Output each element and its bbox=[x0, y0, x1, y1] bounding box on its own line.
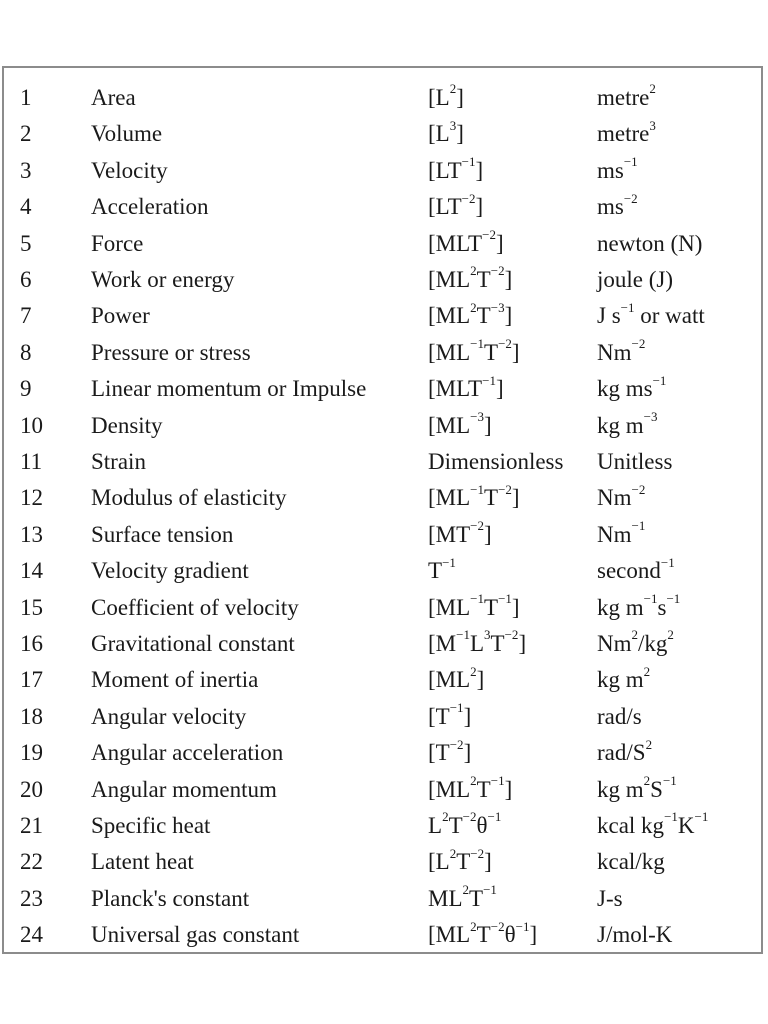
dimensional-formula: $[ML^{-1}T^{-2}]$ bbox=[428, 336, 520, 365]
table-row bbox=[4, 662, 761, 698]
row-number: 6 bbox=[20, 267, 32, 292]
si-unit: $Nm^{-1}$ bbox=[597, 518, 646, 547]
table-row bbox=[4, 444, 761, 480]
quantity-name: Volume bbox=[91, 121, 163, 147]
table-row bbox=[4, 772, 761, 808]
si-unit: kcal/kg bbox=[597, 849, 665, 875]
quantity-name: Surface tension bbox=[91, 521, 234, 547]
table-row bbox=[4, 626, 761, 662]
quantity-name: Moment of inertia bbox=[91, 667, 259, 693]
si-unit: $Nm^{-2}$ bbox=[597, 481, 646, 511]
dimensional-formula: $[ML^2T^{-1}]$ bbox=[428, 772, 513, 802]
dimensional-formula: $[M^{-1}L^3T^{-2}]$ bbox=[428, 627, 527, 656]
dimensional-formula: $[LT^{-1}]$ bbox=[428, 154, 484, 183]
row-number: 3 bbox=[20, 157, 32, 183]
quantity-name: Force bbox=[91, 230, 144, 256]
dimensional-formula: $[MLT^{-1}]$ bbox=[428, 372, 504, 402]
dimensional-formula: $[ML^{-1}T^{-2}]$ bbox=[428, 481, 520, 511]
row-number: 5 bbox=[20, 230, 32, 256]
quantity-name: Gravitational constant bbox=[91, 631, 295, 656]
row-number: 17 bbox=[20, 667, 43, 693]
quantity-name: Linear momentum or Impulse bbox=[91, 376, 367, 402]
si-unit: second$^{-1}$ bbox=[597, 554, 675, 584]
row-number: 14 bbox=[20, 558, 43, 584]
si-unit: J-s bbox=[597, 885, 623, 911]
row-number: 8 bbox=[20, 339, 32, 365]
table-row bbox=[4, 189, 761, 225]
quantity-name: Modulus of elasticity bbox=[91, 485, 287, 511]
quantity-name: Area bbox=[91, 85, 136, 110]
si-unit: rad/s bbox=[597, 703, 642, 729]
dimensional-formula: $[ML^2T^{-3}]$ bbox=[428, 299, 513, 329]
quantity-name: Pressure or stress bbox=[91, 339, 251, 365]
row-number: 12 bbox=[20, 485, 43, 511]
quantity-name: Latent heat bbox=[91, 849, 194, 875]
table-row bbox=[4, 844, 761, 880]
table-row bbox=[4, 808, 761, 844]
si-unit: metre$^3$ bbox=[597, 117, 656, 147]
table-row bbox=[4, 116, 761, 152]
quantity-name: Power bbox=[91, 303, 150, 329]
quantity-name: Specific heat bbox=[91, 813, 211, 838]
dimensional-formula: $[ML^2T^{-2}]$ bbox=[428, 263, 513, 292]
table-row bbox=[4, 408, 761, 444]
dimensional-formula: $L^2T^{-2}\theta^{-1}$ bbox=[428, 809, 502, 838]
row-number: 22 bbox=[20, 849, 43, 875]
row-number: 21 bbox=[20, 813, 43, 838]
row-number: 1 bbox=[20, 85, 32, 110]
si-unit: J $s^{-1}$ or watt bbox=[597, 299, 705, 329]
table-row bbox=[4, 480, 761, 516]
si-unit: $Nm^2/kg^2$ bbox=[597, 627, 674, 656]
quantity-name: Work or energy bbox=[91, 267, 235, 292]
dimensional-formula: $[T^{-1}]$ bbox=[428, 700, 472, 729]
si-unit: kg $m^2$ bbox=[597, 663, 651, 693]
si-unit: metre$^2$ bbox=[597, 81, 656, 110]
row-number: 15 bbox=[20, 594, 43, 620]
si-unit: newton (N) bbox=[597, 230, 703, 256]
dimensional-formula: $ML^2T^{-1}$ bbox=[428, 882, 497, 911]
dimensional-formula: $[ML^{-1}T^{-1}]$ bbox=[428, 590, 520, 620]
dimensional-formula: $[L^2T^{-2}]$ bbox=[428, 845, 492, 875]
quantity-name: Density bbox=[91, 412, 163, 438]
si-unit: rad/$S^2$ bbox=[597, 736, 653, 766]
table-row bbox=[4, 371, 761, 407]
dimensional-formula: $[MLT^{-2}]$ bbox=[428, 226, 504, 256]
table-row bbox=[4, 153, 761, 189]
si-unit: Unitless bbox=[597, 449, 673, 474]
dimensional-formula: $[LT^{-2}]$ bbox=[428, 190, 484, 220]
si-unit: $Nm^{-2}$ bbox=[597, 336, 646, 365]
quantities-table bbox=[2, 66, 763, 954]
table-row bbox=[4, 226, 761, 262]
dimensional-formula: $[L^3]$ bbox=[428, 117, 464, 147]
dimensional-formula: $[ML^2]$ bbox=[428, 663, 485, 693]
si-unit: kg $m^{-3}$ bbox=[597, 408, 658, 438]
table-row bbox=[4, 881, 761, 917]
table-row bbox=[4, 298, 761, 334]
dimensional-formula: $T^{-1}$ bbox=[428, 554, 456, 584]
quantity-name: Angular momentum bbox=[91, 776, 277, 802]
row-number: 9 bbox=[20, 376, 32, 402]
row-number: 13 bbox=[20, 521, 43, 547]
table-row bbox=[4, 735, 761, 771]
row-number: 19 bbox=[20, 740, 43, 766]
si-unit: kg $m^{-1}s^{-1}$ bbox=[597, 590, 681, 620]
row-number: 24 bbox=[20, 922, 43, 948]
quantity-name: Angular acceleration bbox=[91, 740, 284, 766]
dimensional-formula: $[ML^{-3}]$ bbox=[428, 408, 492, 438]
si-unit: kg $ms^{-1}$ bbox=[597, 372, 667, 402]
row-number: 20 bbox=[20, 776, 43, 802]
table-row bbox=[4, 553, 761, 589]
si-unit: kcal $kg^{-1}K^{-1}$ bbox=[597, 809, 709, 838]
dimensional-formula: $[L^2]$ bbox=[428, 81, 464, 110]
table-row bbox=[4, 590, 761, 626]
si-unit: $ms^{-1}$ bbox=[597, 154, 638, 183]
dimensional-formula: $[T^{-2}]$ bbox=[428, 736, 472, 766]
row-number: 4 bbox=[20, 194, 32, 220]
si-unit: J/mol-K bbox=[597, 922, 673, 948]
table-row bbox=[4, 699, 761, 735]
table-row bbox=[4, 335, 761, 371]
table-row bbox=[4, 80, 761, 116]
row-number: 16 bbox=[20, 631, 43, 656]
quantity-name: Angular velocity bbox=[91, 703, 247, 729]
table-row bbox=[4, 262, 761, 298]
quantity-name: Acceleration bbox=[91, 194, 209, 220]
table-row bbox=[4, 917, 761, 953]
row-number: 10 bbox=[20, 412, 43, 438]
dimensional-formula: $[MT^{-2}]$ bbox=[428, 518, 492, 547]
quantity-name: Planck's constant bbox=[91, 885, 250, 911]
quantity-name: Universal gas constant bbox=[91, 922, 300, 948]
row-number: 2 bbox=[20, 121, 32, 147]
si-unit: kg $m^2S^{-1}$ bbox=[597, 772, 677, 802]
table-row bbox=[4, 517, 761, 553]
row-number: 7 bbox=[20, 303, 32, 329]
row-number: 11 bbox=[20, 449, 43, 474]
quantity-name: Strain bbox=[91, 449, 146, 474]
quantity-name: Velocity gradient bbox=[91, 558, 249, 584]
row-number: 23 bbox=[20, 885, 43, 911]
quantity-name: Coefficient of velocity bbox=[91, 594, 299, 620]
si-unit: $ms^{-2}$ bbox=[597, 190, 638, 220]
quantity-name: Velocity bbox=[91, 157, 168, 183]
si-unit: joule (J) bbox=[597, 267, 674, 292]
dimensional-formula: Dimensionless bbox=[428, 449, 564, 474]
row-number: 18 bbox=[20, 703, 43, 729]
dimensional-formula: $[ML^2T^{-2}\theta^{-1}]$ bbox=[428, 918, 538, 948]
